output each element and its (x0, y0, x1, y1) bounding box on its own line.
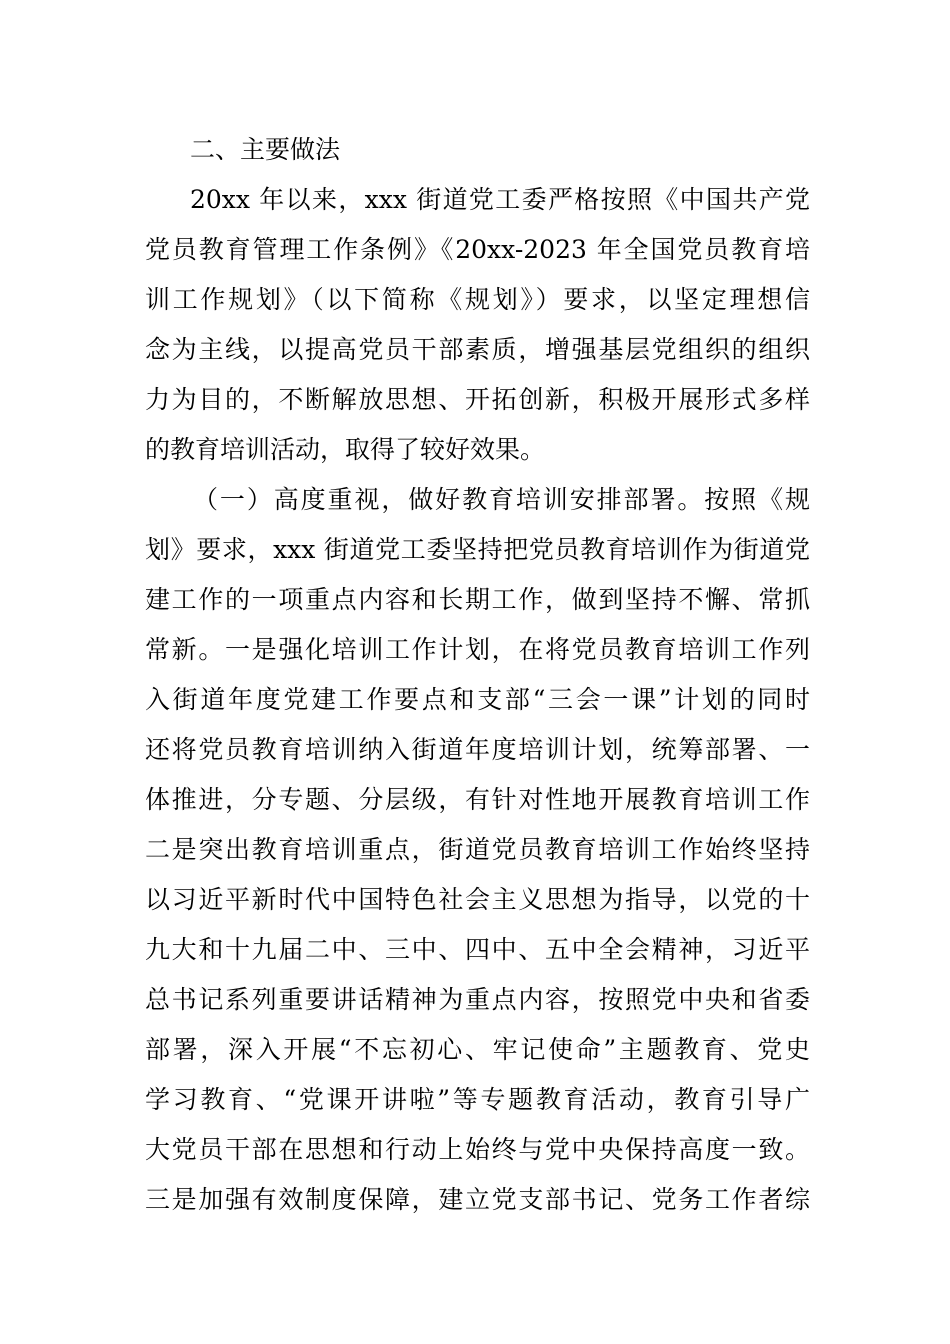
paragraph-line: 力为目的，不断解放思想、开拓创新，积极开展形式多样 (145, 385, 810, 414)
paragraph-line: （一）高度重视，做好教育培训安排部署。按照《规 (193, 485, 810, 514)
paragraph-line: 以习近平新时代中国特色社会主义思想为指导，以党的十 (145, 885, 810, 914)
paragraph-line: 的教育培训活动，取得了较好效果。 (145, 435, 546, 464)
paragraph-line: 划》要求，xxx 街道党工委坚持把党员教育培训作为街道党 (145, 535, 810, 564)
paragraph-line: 大党员干部在思想和行动上始终与党中央保持高度一致。 (145, 1135, 810, 1164)
paragraph-line: 总书记系列重要讲话精神为重点内容，按照党中央和省委 (145, 985, 810, 1014)
paragraph-line: 三是加强有效制度保障，建立党支部书记、党务工作者综 (145, 1185, 810, 1214)
paragraph-line: 体推进，分专题、分层级，有针对性地开展教育培训工作 (145, 785, 810, 814)
paragraph-line: 还将党员教育培训纳入街道年度培训计划，统筹部署、一 (145, 735, 810, 764)
paragraph-line: 念为主线，以提高党员干部素质，增强基层党组织的组织 (145, 335, 810, 364)
paragraph-line: 学习教育、“党课开讲啦”等专题教育活动，教育引导广 (145, 1085, 810, 1114)
paragraph-line: 建工作的一项重点内容和长期工作，做到坚持不懈、常抓 (145, 585, 810, 614)
paragraph-line: 部署，深入开展“不忘初心、牢记使命”主题教育、党史 (145, 1035, 810, 1064)
paragraph-line: 九大和十九届二中、三中、四中、五中全会精神，习近平 (145, 935, 810, 964)
paragraph-line: 入街道年度党建工作要点和支部“三会一课”计划的同时 (145, 685, 810, 714)
paragraph-line: 训工作规划》（以下简称《规划》）要求，以坚定理想信 (145, 285, 810, 314)
paragraph-line: 二是突出教育培训重点，街道党员教育培训工作始终坚持 (145, 835, 810, 864)
paragraph-line: 常新。一是强化培训工作计划，在将党员教育培训工作列 (145, 635, 810, 664)
paragraph-line: 党员教育管理工作条例》《20xx-2023 年全国党员教育培 (145, 235, 810, 264)
section-heading: 二、主要做法 (190, 135, 341, 164)
paragraph-line: 20xx 年以来，xxx 街道党工委严格按照《中国共产党 (190, 185, 810, 214)
